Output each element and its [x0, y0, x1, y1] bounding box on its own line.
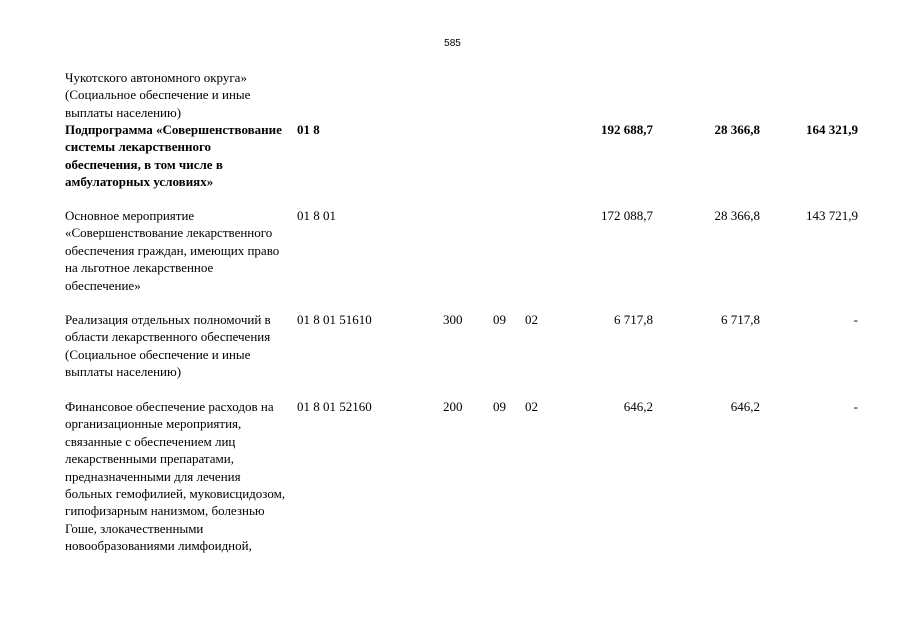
row-sum-total: 192 688,7 — [601, 122, 653, 137]
row-code: 01 8 01 — [297, 208, 336, 223]
row-name: Реализация отдельных полномочий в области лекарственного обеспечения (Социальное обеспечение и иные выплаты населению) — [65, 312, 271, 380]
row-sum-3: - — [853, 399, 858, 414]
row-name: Финансовое обеспечение расходов на организационные мероприятия, связанные с обеспечением лиц лекарственными препаратами, предназначенными для лечения больных гемофилией, муковисцидозом, гипофизарным нанизмом, болезнью Гоше, злокачественными новообразованиями лимфоидной, — [65, 399, 286, 554]
row-sum-total: 172 088,7 — [601, 208, 653, 223]
row-sum-2: 646,2 — [730, 399, 760, 414]
row-section: 09 — [493, 312, 506, 327]
row-name: Чукотского автономного округа» (Социальное обеспечение и иные выплаты населению) — [65, 70, 251, 120]
row-sum-3: 164 321,9 — [806, 122, 858, 137]
row-name: Основное мероприятие «Совершенствование лекарственного обеспечения граждан, имеющих право на льготное лекарственное обеспечение» — [65, 208, 280, 293]
row-sum-3: 143 721,9 — [806, 208, 858, 223]
row-sum-2: 28 366,8 — [714, 122, 760, 137]
row-name: Подпрограмма «Совершенствование системы лекарственного обеспечения, в том числе в амбулаторных условиях» — [65, 122, 282, 190]
row-code: 01 8 01 52160 — [297, 399, 372, 414]
row-section: 09 — [493, 399, 506, 414]
row-sum-2: 28 366,8 — [714, 208, 760, 223]
row-sum-total: 6 717,8 — [614, 312, 653, 327]
row-expense-type: 300 — [443, 312, 463, 327]
row-expense-type: 200 — [443, 399, 463, 414]
row-sum-total: 646,2 — [623, 399, 653, 414]
row-sum-2: 6 717,8 — [721, 312, 760, 327]
row-sum-3: - — [853, 312, 858, 327]
row-subsection: 02 — [525, 399, 538, 414]
page-number: 585 — [444, 38, 461, 49]
row-subsection: 02 — [525, 312, 538, 327]
row-code: 01 8 01 51610 — [297, 312, 372, 327]
row-code: 01 8 — [297, 122, 320, 137]
